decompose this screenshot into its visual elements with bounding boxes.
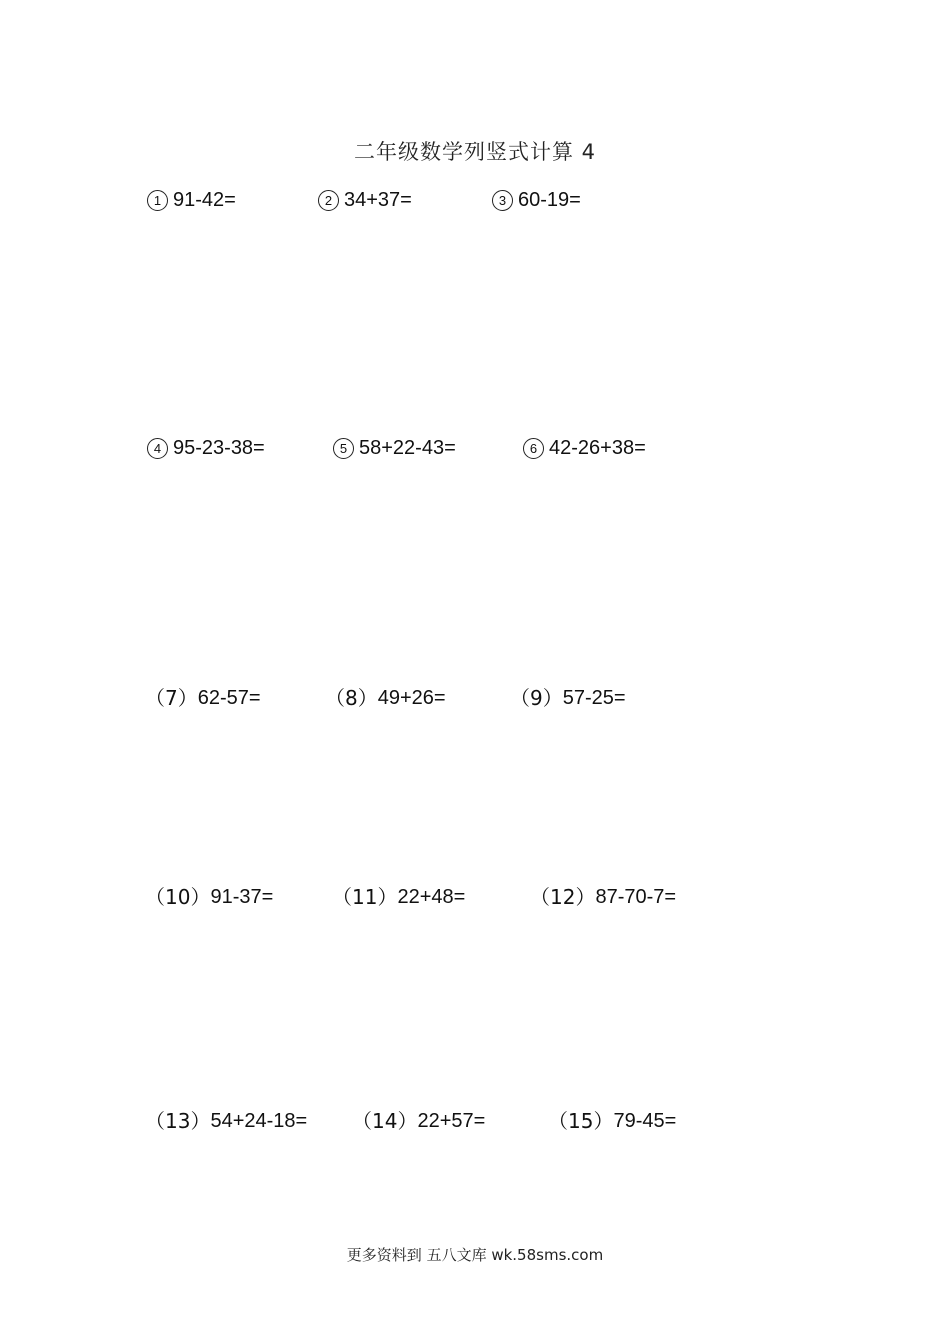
problem-6 (523, 434, 646, 462)
circled-number-6: 6 (523, 438, 544, 459)
problem-expression: 22+48= (397, 886, 466, 908)
problem-expression: 62-57= (197, 687, 261, 709)
problem-expression: 91-42= (173, 189, 236, 211)
problem-expression: 57-25= (562, 687, 626, 709)
problem-number: （7） (145, 686, 198, 710)
problem-3 (492, 186, 581, 214)
problem-number: （12） (530, 885, 596, 909)
problem-5 (333, 434, 456, 462)
problem-expression: 22+57= (417, 1110, 486, 1132)
problem-expression: 34+37= (344, 189, 412, 211)
footer-source-note: 更多资料到 五八文库 wk.58sms.com (346, 1246, 604, 1264)
problem-4 (147, 434, 265, 462)
problem-10 (145, 883, 273, 911)
problem-expression: 60-19= (518, 189, 581, 211)
circled-number-5: 5 (333, 438, 354, 459)
circled-number-2: 2 (318, 190, 339, 211)
problem-14 (352, 1107, 485, 1135)
page-title: 二年级数学列竖式计算 4 (353, 140, 597, 164)
problem-number: （13） (145, 1109, 211, 1133)
circled-number-1: 1 (147, 190, 168, 211)
problem-12 (530, 883, 676, 911)
circled-number-3: 3 (492, 190, 513, 211)
problem-expression: 91-37= (210, 886, 274, 908)
problem-expression: 58+22-43= (359, 437, 456, 459)
circled-number-4: 4 (147, 438, 168, 459)
problem-expression: 95-23-38= (173, 437, 265, 459)
problem-number: （11） (332, 885, 398, 909)
problem-1 (147, 186, 236, 214)
problem-8 (325, 684, 446, 712)
problem-expression: 54+24-18= (210, 1110, 308, 1132)
problem-13 (145, 1107, 307, 1135)
problem-number: （10） (145, 885, 211, 909)
problem-15 (548, 1107, 676, 1135)
problem-number: （8） (325, 686, 378, 710)
problem-9 (510, 684, 626, 712)
problem-7 (145, 684, 261, 712)
problem-number: （15） (548, 1109, 614, 1133)
problem-11 (332, 883, 465, 911)
problem-expression: 42-26+38= (549, 437, 646, 459)
problem-expression: 87-70-7= (595, 886, 677, 908)
problem-number: （14） (352, 1109, 418, 1133)
problem-number: （9） (510, 686, 563, 710)
problem-expression: 79-45= (613, 1110, 677, 1132)
problem-2 (318, 186, 412, 214)
problem-expression: 49+26= (377, 687, 446, 709)
